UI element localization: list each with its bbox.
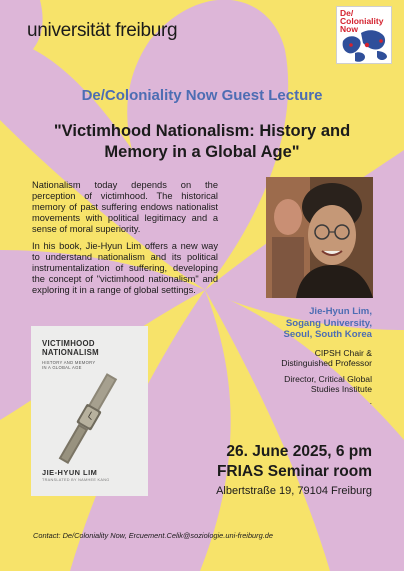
contact-line: Contact: De/Coloniality Now, Ercuement.Celik@soziologie.uni-freiburg.de: [33, 531, 274, 540]
speaker-role-chair: CIPSH Chair & Distinguished Professor: [281, 347, 372, 368]
series-title: De/Coloniality Now Guest Lecture: [81, 87, 323, 104]
book-subtitle: HISTORY AND MEMORY IN A GLOBAL AGE: [42, 360, 96, 370]
event-address: Albertstraße 19, 79104 Freiburg: [216, 485, 372, 497]
speaker-portrait: [266, 177, 373, 298]
event-room: FRIAS Seminar room: [216, 463, 372, 480]
book-translator: TRANSLATED BY NAMHEE KANG: [42, 478, 110, 482]
speaker-info: [250, 306, 372, 406]
speaker-trailing-dot: .: [369, 396, 372, 406]
speaker-role-director: Director, Critical Global Studies Institute: [284, 373, 372, 394]
talk-title: "Victimhood Nationalism: History and Memory in a Global Age": [53, 122, 351, 161]
university-logo: universität freiburg: [27, 20, 178, 41]
book-title: VICTIMHOOD NATIONALISM: [42, 339, 99, 357]
book-cover: [31, 326, 148, 496]
abstract-paragraph-1: Nationalism today depends on the perception of victimhood. The historical memory of past suffering endows nationalist movements with political legitimacy and a sense of moral superiority.: [32, 180, 218, 234]
speaker-name: Jie-Hyun Lim, Sogang University, Seoul, South Korea: [283, 306, 372, 340]
event-date-time: 26. June 2025, 6 pm: [226, 443, 372, 460]
book-author: JIE-HYUN LIM: [42, 468, 98, 477]
decoloniality-now-logo: [336, 6, 392, 64]
abstract: [32, 180, 218, 302]
logo-text: De/ Coloniality Now: [340, 8, 384, 34]
abstract-paragraph-2: In his book, Jie-Hyun Lim offers a new way to understand nationalism and its political instrumentalization of suffering, developing the concept of "victimhood nationalism" and exploring it in a range of global settings.: [32, 241, 218, 295]
